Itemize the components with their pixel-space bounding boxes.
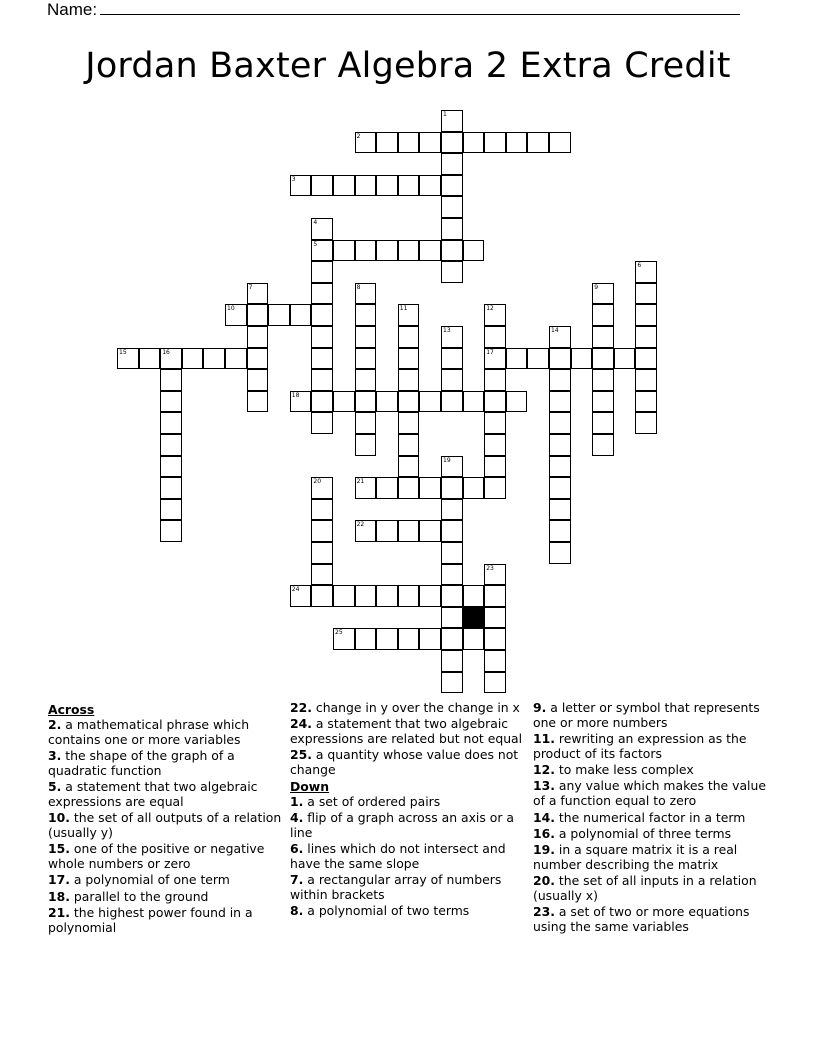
grid-cell[interactable] bbox=[398, 628, 420, 650]
down-clue bbox=[290, 795, 526, 810]
grid-cell[interactable] bbox=[549, 391, 571, 413]
grid-cell[interactable] bbox=[441, 542, 463, 564]
grid-cell[interactable] bbox=[549, 542, 571, 564]
grid-cell[interactable] bbox=[484, 434, 506, 456]
across-clue bbox=[48, 873, 284, 888]
clue-text: a polynomial of two terms bbox=[303, 903, 470, 919]
clue-text: a set of two or more equations using the same variables bbox=[533, 904, 750, 935]
grid-cell[interactable] bbox=[398, 348, 420, 370]
grid-cell[interactable] bbox=[635, 412, 657, 434]
clue-label: 17. bbox=[48, 872, 70, 888]
grid-cell[interactable] bbox=[355, 412, 377, 434]
grid-cell[interactable] bbox=[398, 520, 420, 542]
grid-cell[interactable] bbox=[398, 132, 420, 154]
clue-label: 21. bbox=[48, 904, 70, 920]
grid-cell[interactable] bbox=[441, 564, 463, 586]
clue-text: a mathematical phrase which contains one or more variables bbox=[48, 716, 250, 747]
grid-cell[interactable] bbox=[592, 283, 614, 305]
grid-cell[interactable] bbox=[398, 304, 420, 326]
across-clue bbox=[48, 811, 284, 841]
grid-cell[interactable] bbox=[160, 456, 182, 478]
grid-cell[interactable] bbox=[441, 326, 463, 348]
grid-cell[interactable] bbox=[355, 132, 377, 154]
grid-cell[interactable] bbox=[441, 520, 463, 542]
clue-text: rewriting an expression as the product of its factors bbox=[533, 731, 747, 761]
clue-text: to make less complex bbox=[554, 762, 694, 778]
grid-cell[interactable] bbox=[376, 391, 398, 413]
clue-number: 15 bbox=[119, 348, 127, 356]
down-clue bbox=[533, 701, 769, 731]
grid-cell[interactable] bbox=[160, 499, 182, 521]
grid-cell[interactable] bbox=[592, 304, 614, 326]
grid-cell[interactable] bbox=[355, 175, 377, 197]
grid-cell[interactable] bbox=[290, 391, 312, 413]
grid-cell[interactable] bbox=[441, 650, 463, 672]
clue-label: 1. bbox=[290, 793, 304, 809]
grid-cell[interactable] bbox=[635, 391, 657, 413]
grid-cell[interactable] bbox=[398, 369, 420, 391]
grid-cell[interactable] bbox=[527, 348, 549, 370]
grid-cell[interactable] bbox=[441, 391, 463, 413]
clue-column-2 bbox=[290, 701, 526, 921]
grid-cell[interactable] bbox=[441, 456, 463, 478]
crossword-grid bbox=[117, 110, 657, 694]
across-clue bbox=[290, 717, 526, 747]
grid-cell[interactable] bbox=[635, 283, 657, 305]
grid-cell[interactable] bbox=[484, 607, 506, 629]
clue-label: 19. bbox=[533, 842, 555, 858]
grid-cell[interactable] bbox=[247, 348, 269, 370]
grid-cell[interactable] bbox=[484, 650, 506, 672]
grid-cell[interactable] bbox=[484, 132, 506, 154]
grid-cell[interactable] bbox=[355, 628, 377, 650]
grid-cell[interactable] bbox=[311, 175, 333, 197]
clue-label: 20. bbox=[533, 873, 555, 889]
grid-cell[interactable] bbox=[355, 585, 377, 607]
clue-text: in a square matrix it is a real number describing the matrix bbox=[533, 842, 738, 872]
grid-cell[interactable] bbox=[527, 132, 549, 154]
grid-cell[interactable] bbox=[506, 348, 528, 370]
grid-cell[interactable] bbox=[376, 628, 398, 650]
clue-text: one of the positive or negative whole numbers or zero bbox=[48, 841, 265, 871]
grid-cell[interactable] bbox=[441, 477, 463, 499]
grid-cell[interactable] bbox=[117, 348, 139, 370]
grid-cell[interactable] bbox=[441, 585, 463, 607]
grid-cell[interactable] bbox=[247, 369, 269, 391]
clue-label: 23. bbox=[533, 904, 555, 920]
grid-cell[interactable] bbox=[333, 240, 355, 262]
grid-cell[interactable] bbox=[376, 477, 398, 499]
clue-text: lines which do not intersect and have the same slope bbox=[290, 841, 506, 871]
clue-number: 12 bbox=[486, 305, 494, 313]
clue-text: flip of a graph across an axis or a line bbox=[290, 810, 514, 840]
across-clue bbox=[48, 718, 284, 748]
grid-cell[interactable] bbox=[290, 304, 312, 326]
grid-cell[interactable] bbox=[441, 153, 463, 175]
clue-text: a set of ordered pairs bbox=[303, 793, 441, 809]
clue-text: a letter or symbol that represents one or more numbers bbox=[533, 700, 760, 730]
grid-cell[interactable] bbox=[549, 348, 571, 370]
grid-cell[interactable] bbox=[376, 240, 398, 262]
grid-cell[interactable] bbox=[549, 132, 571, 154]
clue-label: 5. bbox=[48, 778, 62, 794]
grid-cell[interactable] bbox=[592, 326, 614, 348]
down-clue bbox=[533, 763, 769, 778]
grid-cell[interactable] bbox=[614, 348, 636, 370]
grid-cell[interactable] bbox=[549, 412, 571, 434]
grid-cell[interactable] bbox=[635, 261, 657, 283]
down-clue bbox=[533, 811, 769, 826]
clue-text: the numerical factor in a term bbox=[554, 809, 746, 825]
grid-cell[interactable] bbox=[441, 196, 463, 218]
grid-cell[interactable] bbox=[160, 477, 182, 499]
grid-cell[interactable] bbox=[635, 348, 657, 370]
grid-cell[interactable] bbox=[333, 391, 355, 413]
grid-black-cell bbox=[463, 607, 485, 629]
grid-cell[interactable] bbox=[160, 434, 182, 456]
grid-cell[interactable] bbox=[635, 304, 657, 326]
clue-number: 18 bbox=[291, 391, 300, 399]
grid-cell[interactable] bbox=[441, 261, 463, 283]
clue-number: 16 bbox=[162, 348, 170, 356]
name-field bbox=[47, 0, 740, 20]
down-clue bbox=[533, 843, 769, 873]
grid-cell[interactable] bbox=[290, 585, 312, 607]
clue-number: 11 bbox=[399, 305, 408, 313]
grid-cell[interactable] bbox=[311, 218, 333, 240]
grid-cell[interactable] bbox=[311, 304, 333, 326]
grid-cell[interactable] bbox=[463, 391, 485, 413]
grid-cell[interactable] bbox=[419, 132, 441, 154]
grid-cell[interactable] bbox=[484, 672, 506, 694]
grid-cell[interactable] bbox=[419, 175, 441, 197]
grid-cell[interactable] bbox=[635, 326, 657, 348]
clue-label: 24. bbox=[290, 716, 312, 732]
grid-cell[interactable] bbox=[398, 477, 420, 499]
grid-cell[interactable] bbox=[376, 585, 398, 607]
grid-cell[interactable] bbox=[290, 175, 312, 197]
grid-cell[interactable] bbox=[268, 304, 290, 326]
clue-label: 22. bbox=[290, 700, 312, 715]
grid-cell[interactable] bbox=[398, 391, 420, 413]
grid-cell[interactable] bbox=[484, 564, 506, 586]
clue-number: 3 bbox=[291, 175, 296, 183]
grid-cell[interactable] bbox=[311, 348, 333, 370]
grid-cell[interactable] bbox=[549, 456, 571, 478]
clue-text: a statement that two algebraic expressions are related but not equal bbox=[290, 716, 523, 747]
grid-cell[interactable] bbox=[333, 585, 355, 607]
clue-number: 19 bbox=[443, 456, 451, 464]
grid-cell[interactable] bbox=[441, 628, 463, 650]
clue-label: 18. bbox=[48, 888, 70, 904]
grid-cell[interactable] bbox=[355, 283, 377, 305]
grid-cell[interactable] bbox=[592, 434, 614, 456]
across-clue bbox=[48, 842, 284, 872]
grid-cell[interactable] bbox=[419, 628, 441, 650]
grid-cell[interactable] bbox=[441, 348, 463, 370]
clue-number: 23 bbox=[486, 564, 494, 572]
grid-cell[interactable] bbox=[311, 412, 333, 434]
grid-cell[interactable] bbox=[355, 326, 377, 348]
grid-cell[interactable] bbox=[571, 348, 593, 370]
grid-cell[interactable] bbox=[160, 520, 182, 542]
clue-number: 25 bbox=[335, 629, 343, 637]
grid-cell[interactable] bbox=[311, 369, 333, 391]
grid-cell[interactable] bbox=[506, 391, 528, 413]
down-clue bbox=[290, 904, 526, 919]
clue-text: a polynomial of three terms bbox=[554, 825, 732, 841]
grid-cell[interactable] bbox=[484, 391, 506, 413]
grid-cell[interactable] bbox=[592, 412, 614, 434]
grid-cell[interactable] bbox=[441, 672, 463, 694]
grid-cell[interactable] bbox=[311, 240, 333, 262]
clue-number: 14 bbox=[551, 327, 559, 334]
clue-label: 10. bbox=[48, 810, 70, 826]
clue-text: the set of all inputs in a relation (usually x) bbox=[533, 873, 757, 904]
grid-cell[interactable] bbox=[398, 456, 420, 478]
down-heading: Down bbox=[290, 778, 330, 794]
grid-cell[interactable] bbox=[549, 326, 571, 348]
across-clue bbox=[48, 749, 284, 779]
name-blank-line[interactable] bbox=[100, 0, 740, 15]
grid-cell[interactable] bbox=[398, 412, 420, 434]
clue-label: 15. bbox=[48, 841, 70, 857]
grid-cell[interactable] bbox=[484, 304, 506, 326]
clue-number: 2 bbox=[356, 132, 361, 140]
across-clue bbox=[290, 748, 526, 778]
grid-cell[interactable] bbox=[419, 240, 441, 262]
down-clue bbox=[533, 874, 769, 904]
grid-cell[interactable] bbox=[441, 132, 463, 154]
down-clue bbox=[533, 827, 769, 842]
clue-text: any value which makes the value of a function equal to zero bbox=[533, 778, 766, 809]
across-clue bbox=[48, 780, 284, 810]
grid-cell[interactable] bbox=[484, 348, 506, 370]
clue-number: 7 bbox=[248, 283, 253, 291]
grid-cell[interactable] bbox=[441, 607, 463, 629]
clue-label: 2. bbox=[48, 716, 62, 732]
grid-cell[interactable] bbox=[311, 391, 333, 413]
clue-number: 4 bbox=[313, 219, 318, 226]
clue-label: 8. bbox=[290, 903, 304, 919]
grid-cell[interactable] bbox=[398, 326, 420, 348]
clue-text: the shape of the graph of a quadratic function bbox=[48, 747, 235, 778]
grid-cell[interactable] bbox=[311, 283, 333, 305]
grid-cell[interactable] bbox=[333, 175, 355, 197]
grid-cell[interactable] bbox=[635, 369, 657, 391]
grid-cell[interactable] bbox=[182, 348, 204, 370]
grid-cell[interactable] bbox=[355, 434, 377, 456]
grid-cell[interactable] bbox=[484, 456, 506, 478]
grid-cell[interactable] bbox=[355, 391, 377, 413]
grid-cell[interactable] bbox=[247, 326, 269, 348]
down-clue bbox=[533, 732, 769, 762]
grid-cell[interactable] bbox=[355, 304, 377, 326]
clue-label: 25. bbox=[290, 747, 312, 763]
grid-cell[interactable] bbox=[333, 628, 355, 650]
grid-cell[interactable] bbox=[441, 175, 463, 197]
clue-number: 8 bbox=[356, 283, 361, 291]
grid-cell[interactable] bbox=[549, 499, 571, 521]
grid-cell[interactable] bbox=[441, 369, 463, 391]
grid-cell[interactable] bbox=[225, 304, 247, 326]
grid-cell[interactable] bbox=[160, 391, 182, 413]
grid-cell[interactable] bbox=[139, 348, 161, 370]
clue-label: 4. bbox=[290, 810, 304, 826]
grid-cell[interactable] bbox=[441, 499, 463, 521]
grid-cell[interactable] bbox=[484, 628, 506, 650]
clue-text: a rectangular array of numbers within brackets bbox=[290, 872, 502, 903]
grid-cell[interactable] bbox=[355, 369, 377, 391]
grid-cell[interactable] bbox=[398, 175, 420, 197]
grid-cell[interactable] bbox=[549, 434, 571, 456]
grid-cell[interactable] bbox=[441, 218, 463, 240]
down-clue bbox=[533, 779, 769, 809]
grid-cell[interactable] bbox=[441, 110, 463, 132]
across-clue bbox=[48, 906, 284, 936]
grid-cell[interactable] bbox=[398, 240, 420, 262]
clue-text: change in y over the change in x bbox=[311, 700, 520, 715]
grid-cell[interactable] bbox=[355, 520, 377, 542]
clue-number: 9 bbox=[594, 283, 599, 291]
down-clue bbox=[290, 873, 526, 903]
clue-text: a polynomial of one term bbox=[69, 872, 230, 888]
grid-cell[interactable] bbox=[484, 369, 506, 391]
clue-label: 12. bbox=[533, 762, 555, 778]
grid-cell[interactable] bbox=[506, 132, 528, 154]
clue-label: 13. bbox=[533, 778, 555, 794]
grid-cell[interactable] bbox=[203, 348, 225, 370]
page-title: Jordan Baxter Algebra 2 Extra Credit bbox=[85, 46, 731, 86]
clue-number: 10 bbox=[227, 305, 235, 313]
grid-cell[interactable] bbox=[160, 412, 182, 434]
clue-label: 3. bbox=[48, 747, 62, 763]
clue-text: the set of all outputs of a relation (usually y) bbox=[48, 810, 282, 840]
clue-number: 6 bbox=[637, 262, 642, 270]
grid-cell[interactable] bbox=[247, 304, 269, 326]
grid-cell[interactable] bbox=[311, 542, 333, 564]
grid-cell[interactable] bbox=[463, 585, 485, 607]
grid-cell[interactable] bbox=[463, 132, 485, 154]
clue-label: 11. bbox=[533, 731, 555, 747]
clue-label: 6. bbox=[290, 841, 304, 857]
grid-cell[interactable] bbox=[311, 499, 333, 521]
grid-cell[interactable] bbox=[549, 520, 571, 542]
clue-label: 7. bbox=[290, 872, 304, 888]
down-clue bbox=[533, 905, 769, 935]
grid-cell[interactable] bbox=[592, 348, 614, 370]
grid-cell[interactable] bbox=[247, 283, 269, 305]
grid-cell[interactable] bbox=[376, 175, 398, 197]
grid-cell[interactable] bbox=[376, 520, 398, 542]
grid-cell[interactable] bbox=[463, 240, 485, 262]
grid-cell[interactable] bbox=[311, 477, 333, 499]
grid-cell[interactable] bbox=[376, 132, 398, 154]
down-clue bbox=[290, 811, 526, 841]
grid-cell[interactable] bbox=[311, 520, 333, 542]
grid-cell[interactable] bbox=[441, 240, 463, 262]
clue-number: 21 bbox=[356, 478, 365, 486]
grid-cell[interactable] bbox=[355, 477, 377, 499]
grid-cell[interactable] bbox=[225, 348, 247, 370]
grid-cell[interactable] bbox=[549, 369, 571, 391]
grid-cell[interactable] bbox=[311, 261, 333, 283]
grid-cell[interactable] bbox=[311, 585, 333, 607]
clue-number: 20 bbox=[313, 478, 322, 486]
grid-cell[interactable] bbox=[355, 240, 377, 262]
grid-cell[interactable] bbox=[419, 585, 441, 607]
clue-label: 9. bbox=[533, 700, 547, 715]
grid-cell[interactable] bbox=[355, 348, 377, 370]
clue-number: 1 bbox=[443, 111, 447, 118]
grid-cell[interactable] bbox=[484, 477, 506, 499]
clue-label: 14. bbox=[533, 809, 555, 825]
clue-text: a statement that two algebraic expressions are equal bbox=[48, 778, 258, 809]
across-heading: Across bbox=[48, 702, 95, 717]
clue-number: 5 bbox=[313, 240, 318, 248]
clue-text: the highest power found in a polynomial bbox=[48, 904, 253, 935]
grid-cell[interactable] bbox=[419, 477, 441, 499]
grid-cell[interactable] bbox=[311, 326, 333, 348]
clue-text: parallel to the ground bbox=[69, 888, 209, 904]
name-label: Name: bbox=[47, 0, 98, 19]
grid-cell[interactable] bbox=[160, 348, 182, 370]
down-clue bbox=[290, 842, 526, 872]
clue-label: 16. bbox=[533, 825, 555, 841]
grid-cell[interactable] bbox=[398, 434, 420, 456]
clue-number: 17 bbox=[486, 348, 494, 356]
across-clue bbox=[48, 890, 284, 905]
clue-number: 13 bbox=[443, 327, 451, 334]
grid-cell[interactable] bbox=[160, 369, 182, 391]
across-clue bbox=[290, 701, 526, 716]
grid-cell[interactable] bbox=[463, 628, 485, 650]
grid-cell[interactable] bbox=[592, 391, 614, 413]
clue-number: 24 bbox=[291, 586, 300, 594]
grid-cell[interactable] bbox=[398, 585, 420, 607]
grid-cell[interactable] bbox=[247, 391, 269, 413]
clue-column-1 bbox=[48, 701, 284, 937]
grid-cell[interactable] bbox=[484, 412, 506, 434]
clue-number: 22 bbox=[356, 521, 365, 529]
clue-text: a quantity whose value does not change bbox=[290, 747, 519, 778]
grid-cell[interactable] bbox=[419, 391, 441, 413]
grid-cell[interactable] bbox=[311, 564, 333, 586]
grid-cell[interactable] bbox=[549, 477, 571, 499]
grid-cell[interactable] bbox=[592, 369, 614, 391]
grid-cell[interactable] bbox=[463, 477, 485, 499]
grid-cell[interactable] bbox=[484, 585, 506, 607]
grid-cell[interactable] bbox=[419, 520, 441, 542]
grid-cell[interactable] bbox=[484, 326, 506, 348]
clue-column-3 bbox=[533, 701, 769, 936]
